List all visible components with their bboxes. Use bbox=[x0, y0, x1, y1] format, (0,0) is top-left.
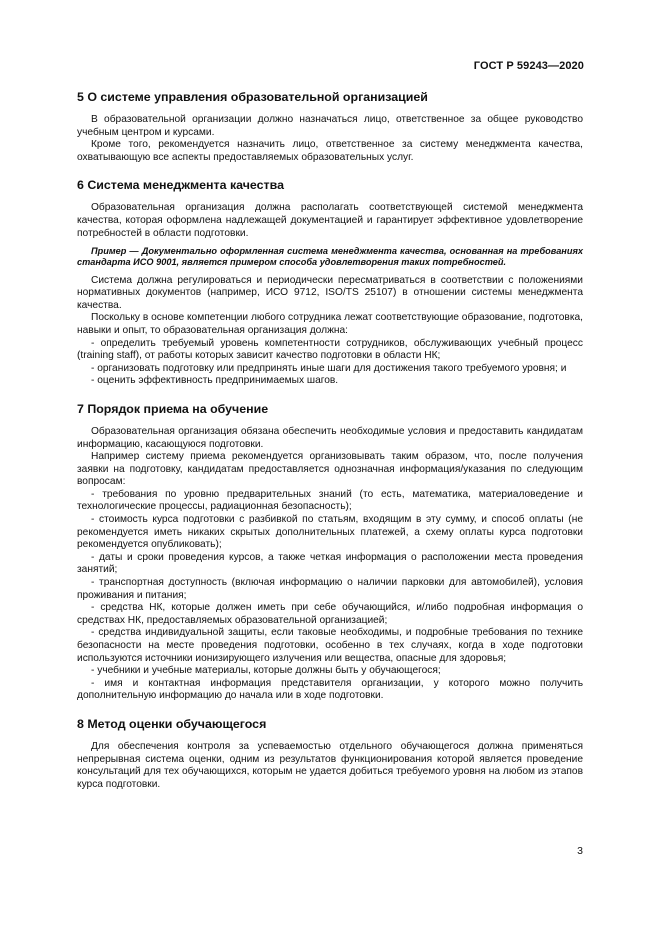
paragraph: Для обеспечения контроля за успеваемостью отдельного обучающегося должна применяться непрерывная система оценки, одним из результатов функционирования которой является проведение консультаций для тех обучающихся, которым не удается добиться требуемого уровня на любом из этапов курса подготовки. bbox=[77, 740, 583, 790]
section-6 bbox=[77, 178, 583, 388]
paragraph: Поскольку в основе компетенции любого сотрудника лежат соответствующие образование, подготовка, навыки и опыт, то образовательная организация должна: bbox=[77, 312, 583, 336]
section-7-title: 7 Порядок приема на обучение bbox=[77, 401, 269, 416]
section-8 bbox=[77, 717, 583, 791]
section-8-title: 8 Метод оценки обучающегося bbox=[77, 716, 267, 731]
paragraph: Например систему приема рекомендуется организовывать таким образом, что, после получения заявки на подготовку, кандидатам предоставляется однозначная информация/указания по следующим вопросам: bbox=[77, 451, 583, 488]
list-item: - имя и контактная информация представителя организации, у которого можно получить дополнительную информацию до начала или в ходе подготовки. bbox=[77, 677, 583, 702]
document-body bbox=[77, 90, 583, 803]
example-note: Пример — Документально оформленная система менеджмента качества, основанная на требованиях стандарта ИСО 9001, является примером способа удовлетворения таких потребностей. bbox=[77, 246, 583, 268]
paragraph: Кроме того, рекомендуется назначить лицо, ответственное за систему менеджмента качества, охватывающую все аспекты предоставляемых образовательных услуг. bbox=[77, 139, 583, 163]
section-7 bbox=[77, 402, 583, 703]
list-item: - требования по уровню предварительных знаний (то есть, математика, материаловедение и технологические процессы, радиационная безопасность); bbox=[77, 488, 583, 513]
page-number: 3 bbox=[577, 845, 583, 857]
list-item: - стоимость курса подготовки с разбивкой по статьям, входящим в эту сумму, и способ оплаты (не рекомендуется иметь никаких скрытых дополнительных платежей, а схему оплаты курса подготовки рекомендуется опубликовать); bbox=[77, 514, 583, 551]
section-5-title: 5 О системе управления образовательной организацией bbox=[77, 90, 428, 104]
paragraph: Образовательная организация должна располагать соответствующей системой менеджмента качества, которая оформлена надлежащей документацией и гарантирует эффективное удовлетворение потребностей в области подготовки. bbox=[77, 202, 583, 239]
paragraph: Система должна регулироваться и периодически пересматриваться в соответствии с положениями нормативных документов (например, ИСО 9712, ISO/TS 25107) в отношении системы менеджмента качества. bbox=[77, 274, 583, 311]
list-item: - даты и сроки проведения курсов, а также четкая информация о расположении места проведения занятий; bbox=[77, 551, 583, 576]
list-item: - средства НК, которые должен иметь при себе обучающийся, и/либо подробная информация о средствах НК, предоставляемых образовательной организацией; bbox=[77, 602, 583, 626]
document-code: ГОСТ Р 59243—2020 bbox=[473, 60, 584, 72]
paragraph: Образовательная организация обязана обеспечить необходимые условия и предоставить кандидатам информацию, касающуюся подготовки. bbox=[77, 425, 583, 450]
list-item: - оценить эффективность предпринимаемых шагов. bbox=[91, 375, 339, 387]
list-item: - транспортная доступность (включая информацию о наличии парковки для автомобилей), условия проживания и питания; bbox=[77, 577, 583, 601]
list-item: - учебники и учебные материалы, которые должны быть у обучающегося; bbox=[91, 665, 441, 677]
paragraph: В образовательной организации должно назначаться лицо, ответственное за общее руководство учебным центром и курсами. bbox=[77, 114, 583, 138]
list-item: - организовать подготовку или предпринять иные шаги для достижения такого требуемого уровня; и bbox=[91, 362, 567, 374]
list-item: - определить требуемый уровень компетентности сотрудников, обслуживающих учебный процесс (training staff), от работы которых зависит качество подготовки в области НК; bbox=[77, 337, 583, 362]
section-5 bbox=[77, 90, 583, 164]
section-6-title: 6 Система менеджмента качества bbox=[77, 178, 284, 193]
list-item: - средства индивидуальной защиты, если таковые необходимы, и подробные требования по технике безопасности на месте проведения подготовки, особенно в тех случаях, когда в ходе подготовки используются источники ионизирующего излучения или вещества, опасные для здоровья; bbox=[77, 627, 583, 664]
